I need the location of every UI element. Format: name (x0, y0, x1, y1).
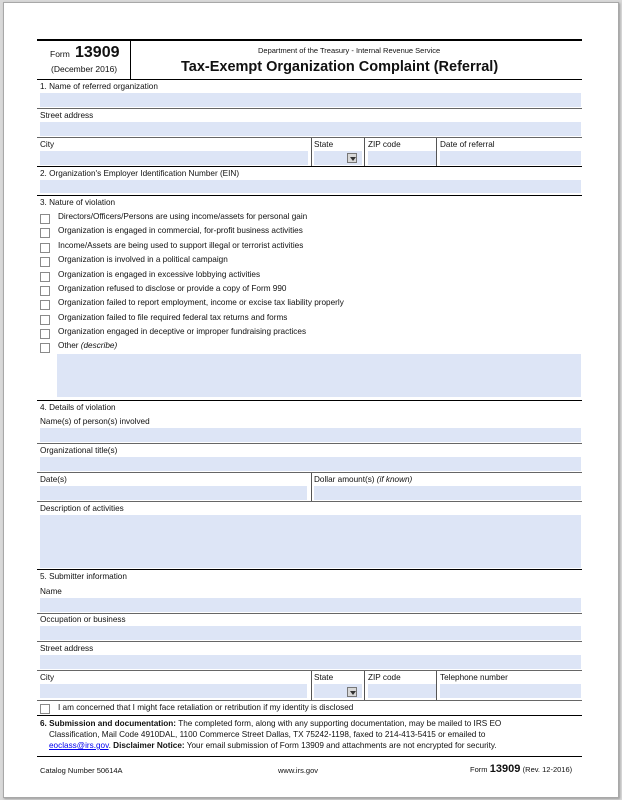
section-rule (37, 715, 582, 716)
org-zip-field[interactable] (368, 151, 436, 165)
submission-line-3: eoclass@irs.gov. Disclaimer Notice: Your email submission of Form 13909 and attachments are not encrypted for security. (49, 741, 497, 750)
dollar-label: Dollar amount(s) (if known) (314, 475, 413, 484)
violation-checkbox[interactable] (40, 228, 50, 238)
submitter-zip-field[interactable] (368, 684, 436, 698)
other-label: Other (describe) (58, 341, 118, 350)
other-checkbox[interactable] (40, 343, 50, 353)
occupation-field[interactable] (40, 626, 581, 640)
form-title: Tax-Exempt Organization Complaint (Referral) (181, 59, 499, 75)
col-divider (436, 138, 437, 166)
rule (37, 137, 582, 138)
phone-field[interactable] (440, 684, 581, 698)
org-state-label: State (314, 140, 334, 149)
ein-field[interactable] (40, 180, 581, 193)
org-zip-label: ZIP code (368, 140, 401, 149)
titles-label: Organizational title(s) (40, 446, 118, 455)
rule (37, 501, 582, 502)
footer-form: Form 13909 (Rev. 12-2016) (470, 763, 573, 775)
violation-checkbox[interactable] (40, 272, 50, 282)
org-street-field[interactable] (40, 122, 581, 136)
submitter-name-field[interactable] (40, 598, 581, 612)
form-word: Form (50, 49, 70, 59)
rule (37, 641, 582, 642)
top-rule (37, 39, 582, 41)
violation-label: Organization failed to report employment, income or excise tax liability properly (58, 298, 344, 308)
section-rule (37, 195, 582, 196)
description-field[interactable] (40, 515, 581, 568)
submitter-street-label: Street address (40, 644, 94, 653)
org-name-field[interactable] (40, 93, 581, 107)
violation-checkbox[interactable] (40, 257, 50, 267)
col-divider (364, 671, 365, 700)
rule (37, 108, 582, 109)
col-divider (311, 138, 312, 166)
violation-checkbox[interactable] (40, 243, 50, 253)
org-street-label: Street address (40, 111, 94, 120)
form-date: (December 2016) (51, 64, 118, 74)
violation-label: Organization is engaged in excessive lobbying activities (58, 269, 261, 279)
ein-label: 2. Organization's Employer Identification Number (EIN) (40, 169, 240, 178)
violation-checkbox[interactable] (40, 329, 50, 339)
submitter-street-field[interactable] (40, 655, 581, 669)
violation-checkbox[interactable] (40, 315, 50, 325)
rule (37, 472, 582, 473)
col-divider (436, 671, 437, 700)
occupation-label: Occupation or business (40, 615, 126, 624)
submitter-name-label: Name (40, 587, 62, 596)
state-dropdown-arrow-icon[interactable] (347, 153, 357, 163)
persons-field[interactable] (40, 428, 581, 442)
org-city-label: City (40, 140, 55, 149)
violation-label: Income/Assets are being used to support illegal or terrorist activities (58, 240, 304, 250)
website: www.irs.gov (278, 766, 319, 775)
rule (37, 613, 582, 614)
violation-heading: 3. Nature of violation (40, 198, 116, 207)
header-divider (130, 40, 131, 79)
date-referral-label: Date of referral (440, 140, 495, 149)
email-link[interactable]: eoclass@irs.gov (49, 741, 109, 750)
violation-label: Organization is involved in a political campaign (58, 255, 228, 265)
catalog-number: Catalog Number 50614A (40, 766, 123, 775)
state-dropdown-arrow-icon[interactable] (347, 687, 357, 697)
violation-checkbox[interactable] (40, 300, 50, 310)
agency-line: Department of the Treasury - Internal Revenue Service (258, 46, 441, 55)
col-divider (311, 671, 312, 700)
persons-label: Name(s) of person(s) involved (40, 417, 150, 426)
submission-line-2: Classification, Mail Code 4910DAL, 1100 Commerce Street Dallas, TX 75242-1198, faxed to 214-413-5415 or emailed to (49, 730, 486, 739)
footer-rule (37, 756, 582, 757)
col-divider (364, 138, 365, 166)
rule (37, 443, 582, 444)
phone-label: Telephone number (440, 673, 508, 682)
description-label: Description of activities (40, 504, 124, 513)
submitter-heading: 5. Submitter information (40, 572, 127, 581)
submitter-city-label: City (40, 673, 55, 682)
form-page (3, 2, 619, 798)
submitter-zip-label: ZIP code (368, 673, 401, 682)
other-describe-field[interactable] (57, 354, 581, 397)
violation-label: Organization is engaged in commercial, for-profit business activities (58, 226, 303, 236)
retaliation-label: I am concerned that I might face retaliation or retribution if my identity is disclosed (58, 703, 354, 712)
submission-paragraph (40, 718, 585, 751)
col-divider (311, 473, 312, 501)
violation-checkbox[interactable] (40, 286, 50, 296)
header-bottom-rule (37, 79, 582, 80)
org-city-field[interactable] (40, 151, 308, 165)
rule (37, 700, 582, 701)
section-rule (37, 400, 582, 401)
details-heading: 4. Details of violation (40, 403, 116, 412)
dates-field[interactable] (40, 486, 307, 500)
dates-label: Date(s) (40, 475, 67, 484)
section-rule (37, 166, 582, 167)
form-number: 13909 (75, 44, 120, 61)
submitter-state-label: State (314, 673, 334, 682)
submitter-city-field[interactable] (40, 684, 307, 698)
violation-label: Organization failed to file required federal tax returns and forms (58, 312, 288, 322)
date-referral-field[interactable] (440, 151, 581, 165)
section-rule (37, 569, 582, 570)
violation-label: Organization engaged in deceptive or improper fundraising practices (58, 327, 307, 337)
org-name-label: 1. Name of referred organization (40, 82, 158, 91)
retaliation-checkbox[interactable] (40, 704, 50, 714)
violation-label: Directors/Officers/Persons are using income/assets for personal gain (58, 212, 308, 221)
submission-line-1: 6. Submission and documentation: The completed form, along with any supporting documentation, may be mailed to IRS EO (40, 719, 502, 728)
dollar-field[interactable] (314, 486, 581, 500)
rule (37, 670, 582, 671)
violation-label: Organization refused to disclose or provide a copy of Form 990 (58, 284, 287, 293)
violation-checkbox[interactable] (40, 214, 50, 224)
titles-field[interactable] (40, 457, 581, 471)
